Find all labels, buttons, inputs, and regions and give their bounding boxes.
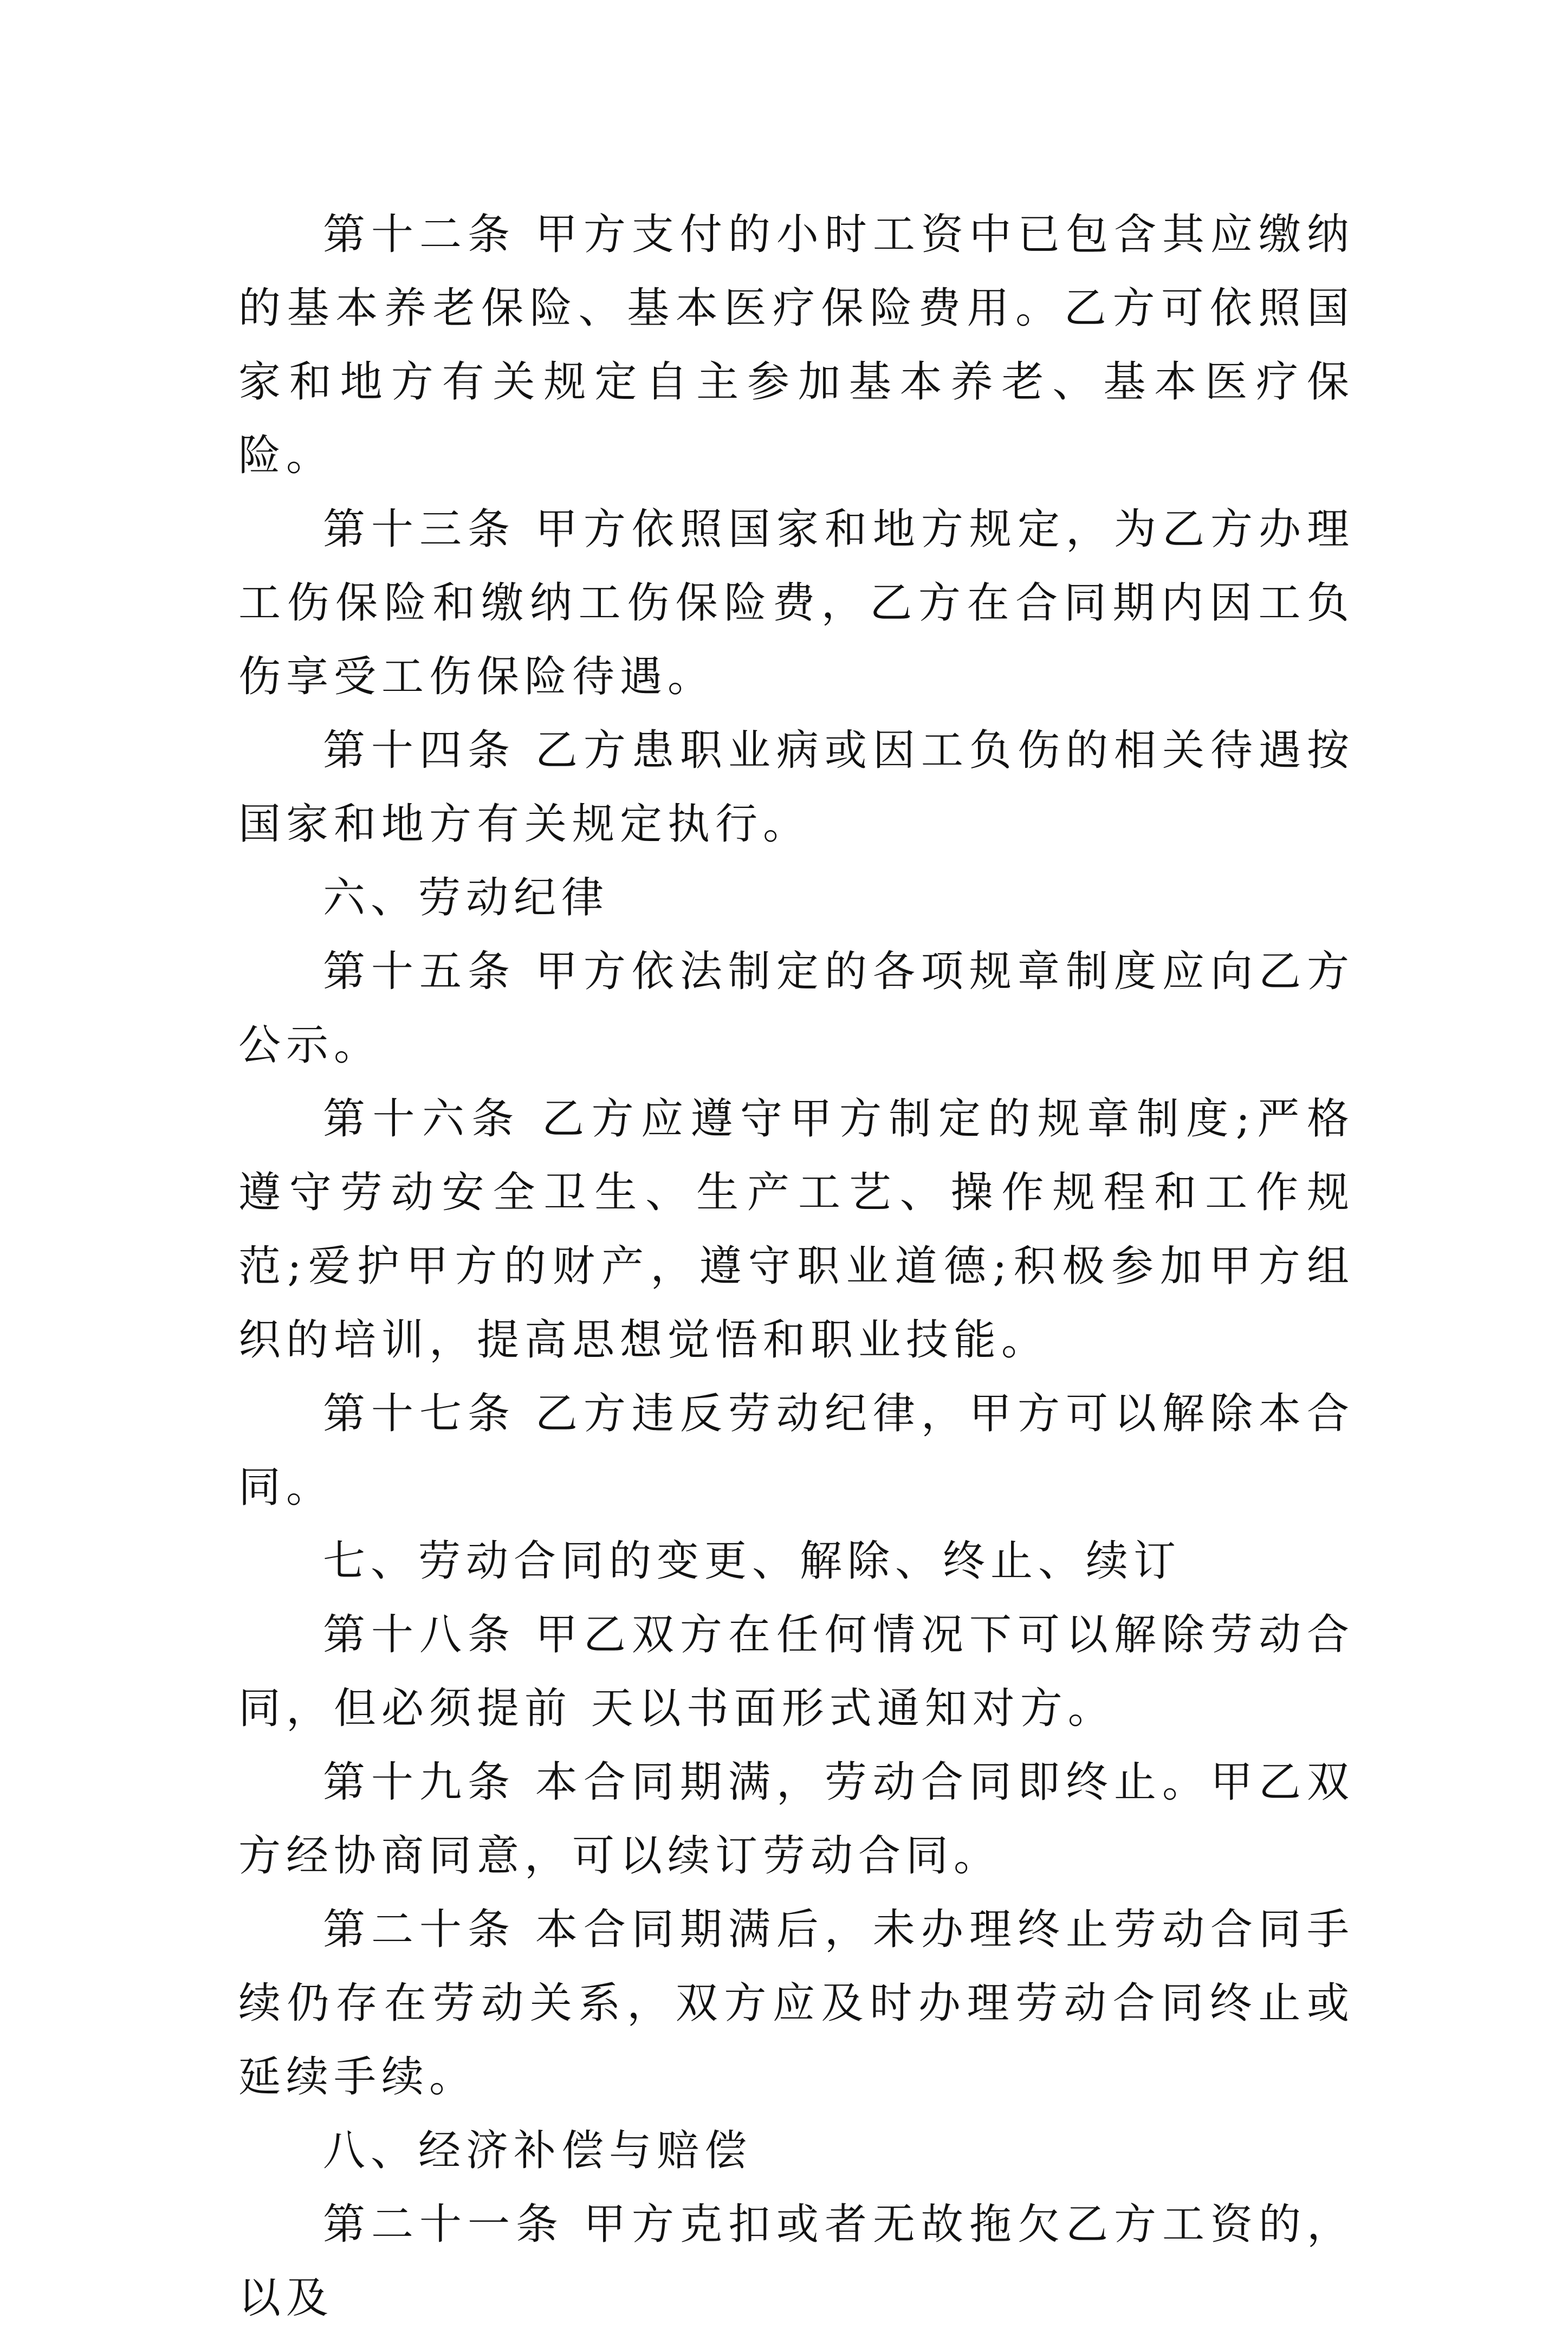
article-12: 第十二条 甲方支付的小时工资中已包含其应缴纳的基本养老保险、基本医疗保险费用。乙方可依照国家和地方有关规定自主参加基本养老、基本医疗保险。 bbox=[238, 210, 1355, 480]
article-19: 第十九条 本合同期满，劳动合同即终止。甲乙双方经协商同意，可以续订劳动合同。 bbox=[238, 1758, 1355, 1880]
section-heading-8: 八、经济补偿与赔偿 bbox=[323, 2126, 753, 2175]
article-16: 第十六条 乙方应遵守甲方制定的规章制度;严格遵守劳动安全卫生、生产工艺、操作规程和工作规范;爱护甲方的财产，遵守职业道德;积极参加甲方组织的培训，提高思想觉悟和职业技能。 bbox=[238, 1095, 1355, 1364]
document-body bbox=[238, 198, 1355, 2335]
article-17: 第十七条 乙方违反劳动纪律，甲方可以解除本合同。 bbox=[238, 1389, 1355, 1512]
section-heading-6: 六、劳动纪律 bbox=[323, 874, 610, 922]
article-18: 第十八条 甲乙双方在任何情况下可以解除劳动合同，但必须提前 天以书面形式通知对方。 bbox=[238, 1610, 1355, 1733]
section-heading-7: 七、劳动合同的变更、解除、终止、续订 bbox=[323, 1537, 1182, 1586]
article-15: 第十五条 甲方依法制定的各项规章制度应向乙方公示。 bbox=[238, 947, 1355, 1070]
article-20: 第二十条 本合同期满后，未办理终止劳动合同手续仍存在劳动关系，双方应及时办理劳动合同终止或延续手续。 bbox=[238, 1905, 1355, 2101]
article-13: 第十三条 甲方依照国家和地方规定，为乙方办理工伤保险和缴纳工伤保险费，乙方在合同期内因工负伤享受工伤保险待遇。 bbox=[238, 505, 1355, 701]
article-21: 第二十一条 甲方克扣或者无故拖欠乙方工资的，以及 bbox=[238, 2200, 1355, 2323]
article-14: 第十四条 乙方患职业病或因工负伤的相关待遇按国家和地方有关规定执行。 bbox=[238, 726, 1355, 849]
